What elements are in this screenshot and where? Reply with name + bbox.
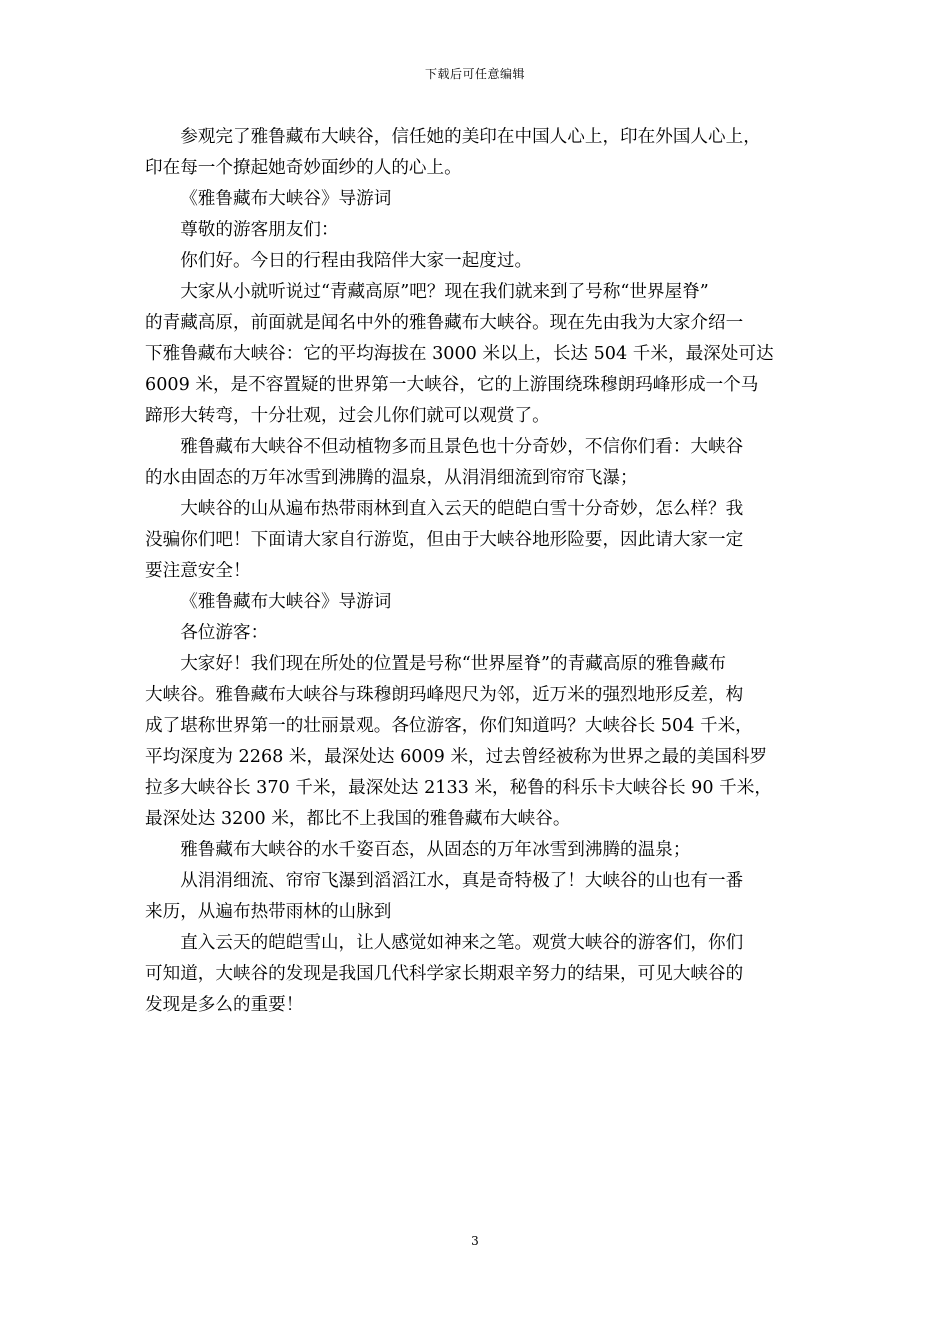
paragraph: 雅鲁藏布大峡谷不但动植物多而且景色也十分奇妙，不信你们看：大峡谷 的水由固态的万年冰雪到沸腾的温泉，从涓涓细流到帘帘飞瀑；: [145, 437, 744, 488]
paragraph: 大家从小就听说过“青藏高原”吧？现在我们就来到了号称“世界屋脊” 的青藏高原，前面就是闻名中外的雅鲁藏布大峡谷。现在先由我为大家介绍一 下雅鲁藏布大峡谷：它的平均海拔在 3000 米以上，长达 504 千米，最深处可达 6009 米，是不容置疑的世界第一大峡谷，它的上游围绕珠穆朗玛峰形成一个马 蹄形大转弯，十分壮观，过会儿你们就可以观赏了。: [145, 282, 774, 426]
paragraph: 你们好。今日的行程由我陪伴大家一起度过。: [180, 251, 533, 271]
section-title: 《雅鲁藏布大峡谷》导游词: [180, 189, 392, 209]
salutation: 各位游客：: [180, 623, 269, 643]
salutation: 尊敬的游客朋友们：: [180, 220, 339, 240]
paragraph: 直入云天的皑皑雪山，让人感觉如神来之笔。观赏大峡谷的游客们，你们 可知道，大峡谷的发现是我国几代科学家长期艰辛努力的结果，可见大峡谷的 发现是多么的重要！: [145, 933, 744, 1015]
document-body: [145, 122, 813, 1021]
paragraph: 参观完了雅鲁藏布大峡谷，信任她的美印在中国人心上，印在外国人心上， 印在每一个撩起她奇妙面纱的人的心上。: [145, 127, 761, 178]
section-title: 《雅鲁藏布大峡谷》导游词: [180, 592, 392, 612]
paragraph: 雅鲁藏布大峡谷的水千姿百态，从固态的万年冰雪到沸腾的温泉；: [180, 840, 691, 860]
paragraph: 从涓涓细流、帘帘飞瀑到滔滔江水，真是奇特极了！大峡谷的山也有一番 来历，从遍布热带雨林的山脉到: [145, 871, 744, 922]
paragraph: 大家好！我们现在所处的位置是号称“世界屋脊”的青藏高原的雅鲁藏布 大峡谷。雅鲁藏布大峡谷与珠穆朗玛峰咫尺为邻，近万米的强烈地形反差，构 成了堪称世界第一的壮丽景观。各位游客，你们知道吗？大峡谷长 504 千米， 平均深度为 2268 米，最深处达 6009 米，过去曾经被称为世界之最的美国科罗 拉多大峡谷长 370 千米，最深处达 2133 米，秘鲁的科乐卡大峡谷长 90 千米， 最深处达 3200 米，都比不上我国的雅鲁藏布大峡谷。: [145, 654, 772, 829]
page-header: 下载后可任意编辑: [424, 67, 525, 81]
page-number: 3: [471, 1234, 479, 1248]
paragraph: 大峡谷的山从遍布热带雨林到直入云天的皑皑白雪十分奇妙，怎么样？我 没骗你们吧！下面请大家自行游览，但由于大峡谷地形险要，因此请大家一定 要注意安全！: [145, 499, 744, 581]
